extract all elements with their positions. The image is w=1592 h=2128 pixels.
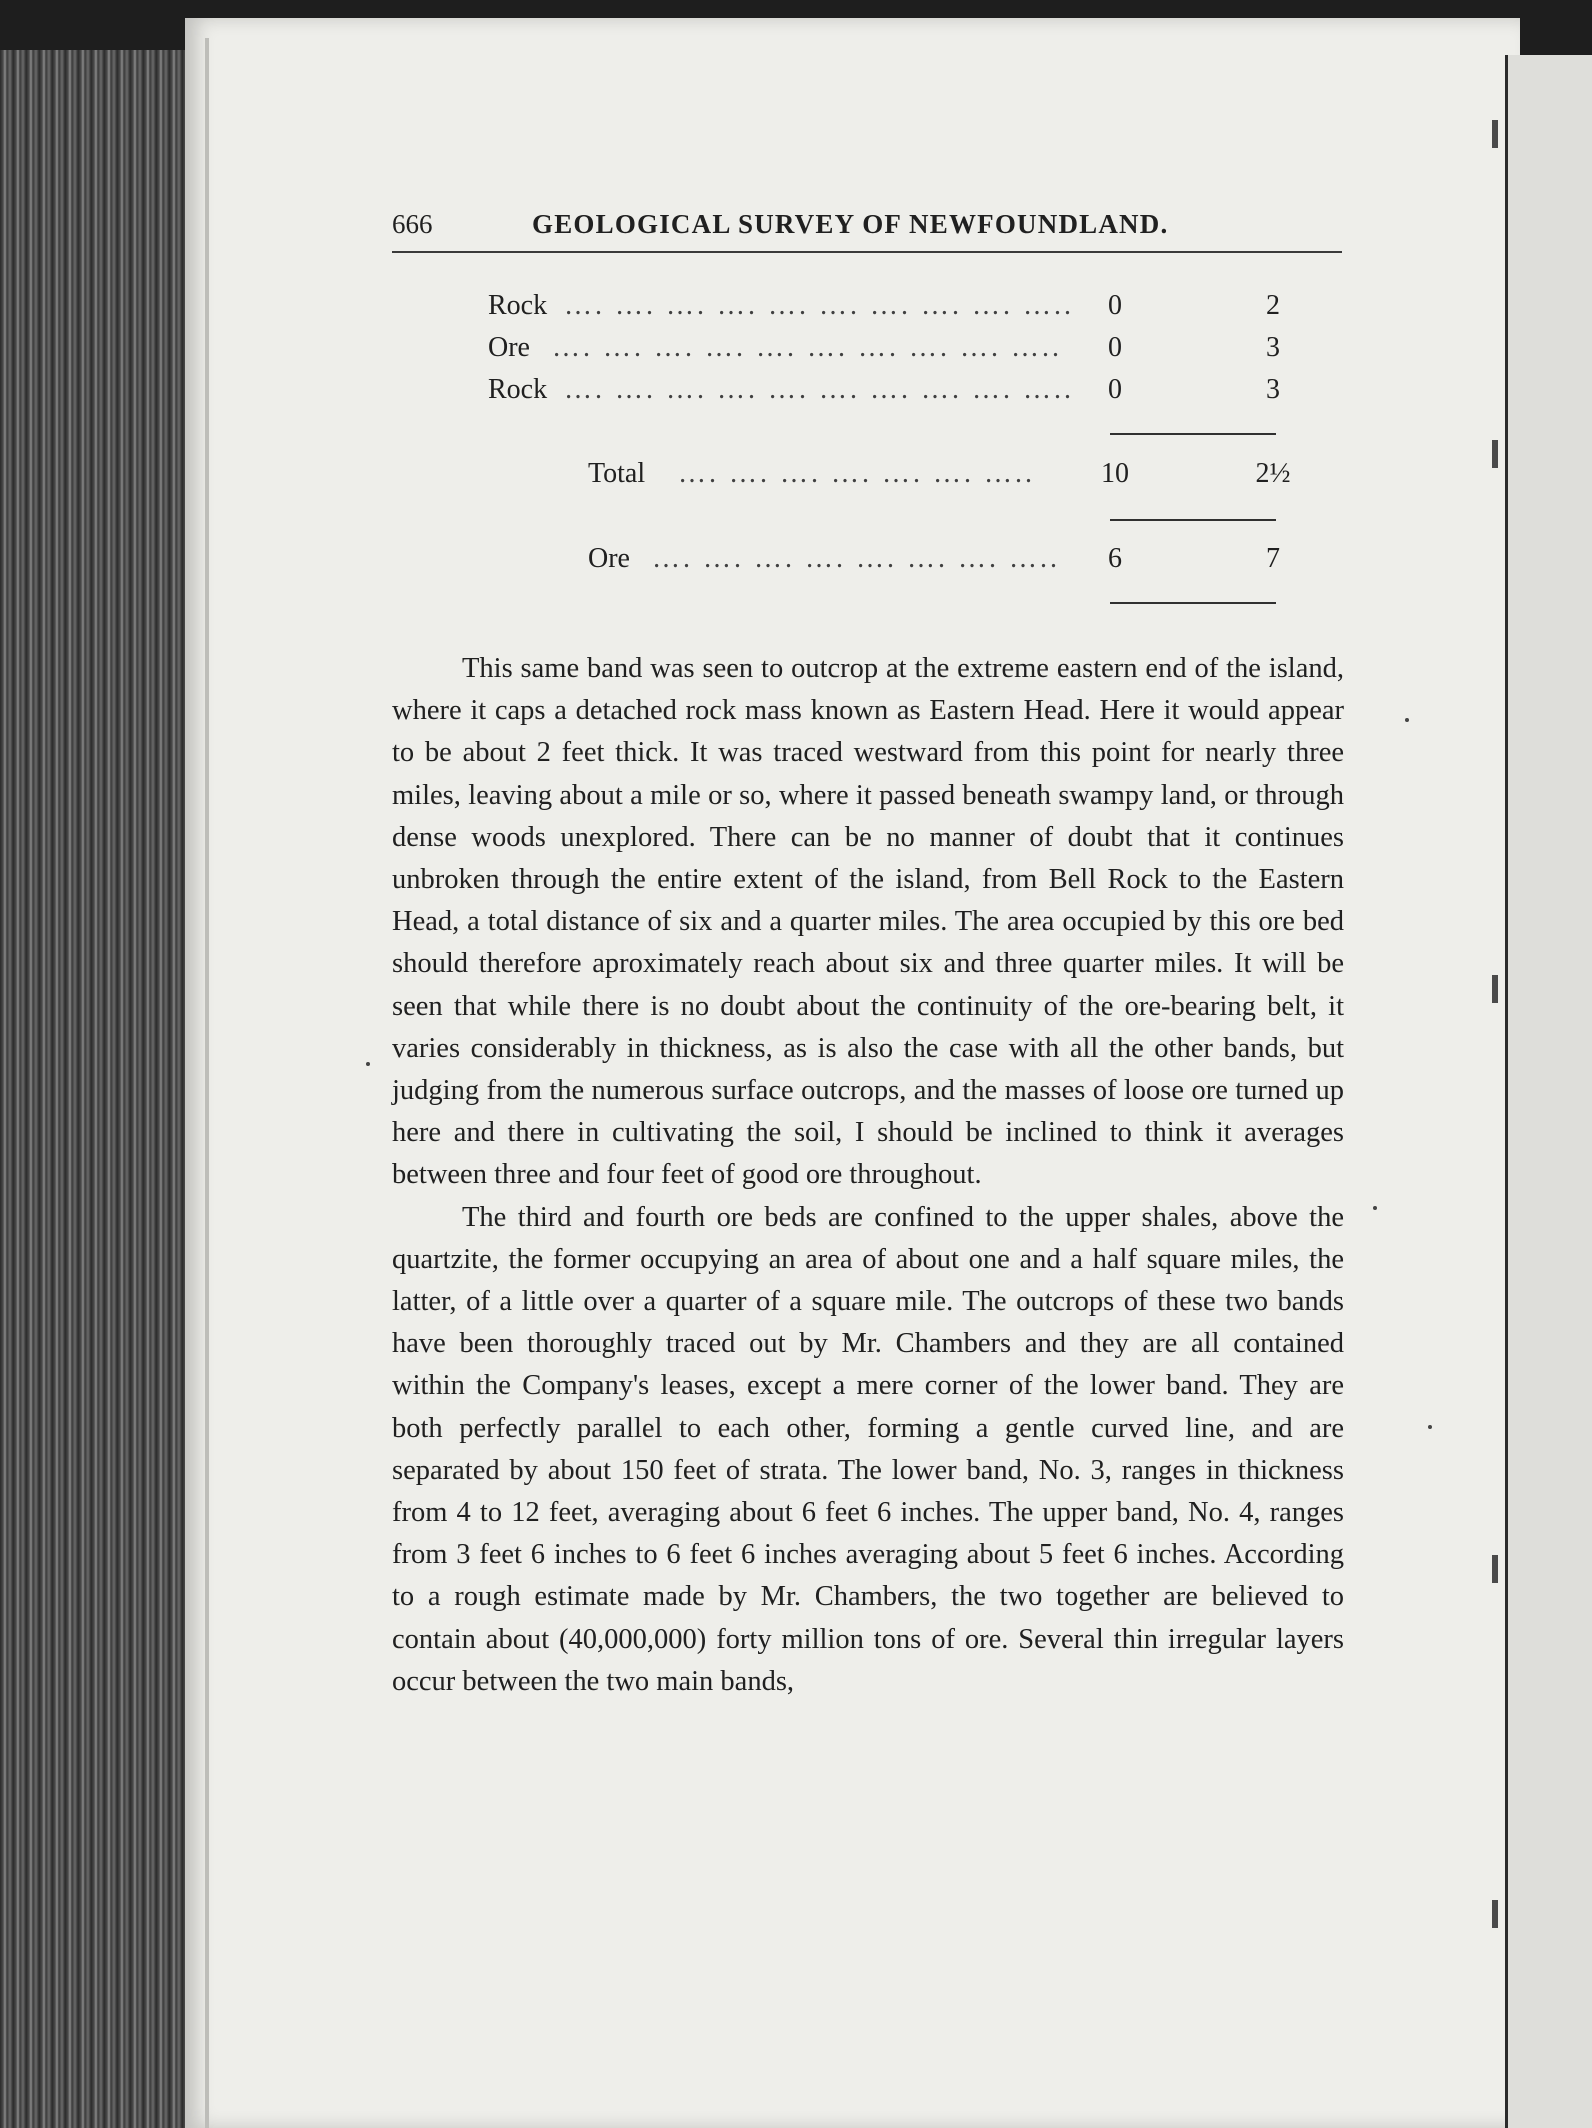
- row-value-inches: 3: [1266, 374, 1280, 405]
- total-value-inches: 2½: [1255, 458, 1291, 489]
- paragraph: This same band was seen to outcrop at the extreme eastern end of the island, where it caps a detached rock mass known as Eastern Head. Here it would appear to be about 2 feet thick. It was traced westward from this point for nearly three miles, leaving about a mile or so, where it passed beneath swampy land, or through dense woods unexplored. There can be no manner of doubt that it continues unbroken through the entire extent of the island, from Bell Rock to the Eastern Head, a total distance of six and a quarter miles. The area occupied by this ore bed should therefore aproximately reach about six and three quarter miles. It will be seen that while there is no doubt about the continuity of the ore-bearing belt, it varies considerably in thickness, as is also the case with all the other bands, but judging from the numerous surface outcrops, and the masses of loose ore turned up here and there in cultivating the soil, I should be inclined to think it averages between three and four feet of good ore throughout.: [392, 653, 1344, 1191]
- row-label: Rock: [488, 290, 548, 321]
- leader-dots: …. …. …. …. …. …. …. …. …. …..: [564, 290, 1074, 321]
- scan-speck: [1428, 1425, 1432, 1429]
- total-rule: [1110, 602, 1276, 604]
- leader-dots: …. …. …. …. …. …. …. …. …. …..: [564, 374, 1074, 405]
- leader-dots: …. …. …. …. …. …. …. …..: [652, 543, 1060, 574]
- ore-value-feet: 6: [1108, 543, 1122, 574]
- row-value-inches: 2: [1266, 290, 1280, 321]
- row-value-inches: 3: [1266, 332, 1280, 363]
- scan-speck: [1405, 718, 1409, 722]
- table-total-row: [588, 458, 1291, 498]
- margin-mark: [1492, 1555, 1498, 1583]
- ore-label: Ore: [588, 543, 630, 574]
- measurement-table: [0, 0, 1592, 640]
- leader-dots: …. …. …. …. …. …. …..: [678, 458, 1035, 489]
- scan-speck: [1373, 1206, 1377, 1210]
- leader-dots: …. …. …. …. …. …. …. …. …. …..: [552, 332, 1062, 363]
- body-text: [392, 648, 1344, 1703]
- row-value-feet: 0: [1108, 374, 1122, 405]
- table-ore-row: [588, 543, 1288, 583]
- table-row: [488, 374, 1288, 414]
- scan-speck: [366, 1062, 370, 1066]
- margin-mark: [1492, 1900, 1498, 1928]
- table-row: [488, 332, 1288, 372]
- running-title: GEOLOGICAL SURVEY OF NEWFOUNDLAND.: [532, 209, 1169, 239]
- subtotal-rule: [1110, 519, 1276, 521]
- subtotal-rule: [1110, 433, 1276, 435]
- paragraph: The third and fourth ore beds are confined to the upper shales, above the quartzite, the former occupying an area of about one and a half square miles, the latter, of a little over a quarter of a square mile. The outcrops of these two bands have been thoroughly traced out by Mr. Chambers and they are all contained within the Company's leases, except a mere corner of the lower band. They are both perfectly parallel to each other, forming a gentle curved line, and are separated by about 150 feet of strata. The lower band, No. 3, ranges in thickness from 4 to 12 feet, averaging about 6 feet 6 inches. The upper band, No. 4, ranges from 3 feet 6 inches to 6 feet 6 inches averaging about 5 feet 6 inches. According to a rough estimate made by Mr. Chambers, the two together are believed to contain about (40,000,000) forty million tons of ore. Several thin irregular layers occur between the two main bands,: [392, 1201, 1344, 1697]
- row-label: Rock: [488, 374, 548, 405]
- row-label: Ore: [488, 332, 530, 363]
- page-number: 666: [392, 209, 433, 239]
- margin-mark: [1492, 975, 1498, 1003]
- ore-value-inches: 7: [1266, 543, 1280, 574]
- total-value-feet: 10: [1101, 458, 1129, 489]
- row-value-feet: 0: [1108, 290, 1122, 321]
- table-row: [488, 290, 1288, 330]
- row-value-feet: 0: [1108, 332, 1122, 363]
- total-label: Total: [588, 458, 646, 489]
